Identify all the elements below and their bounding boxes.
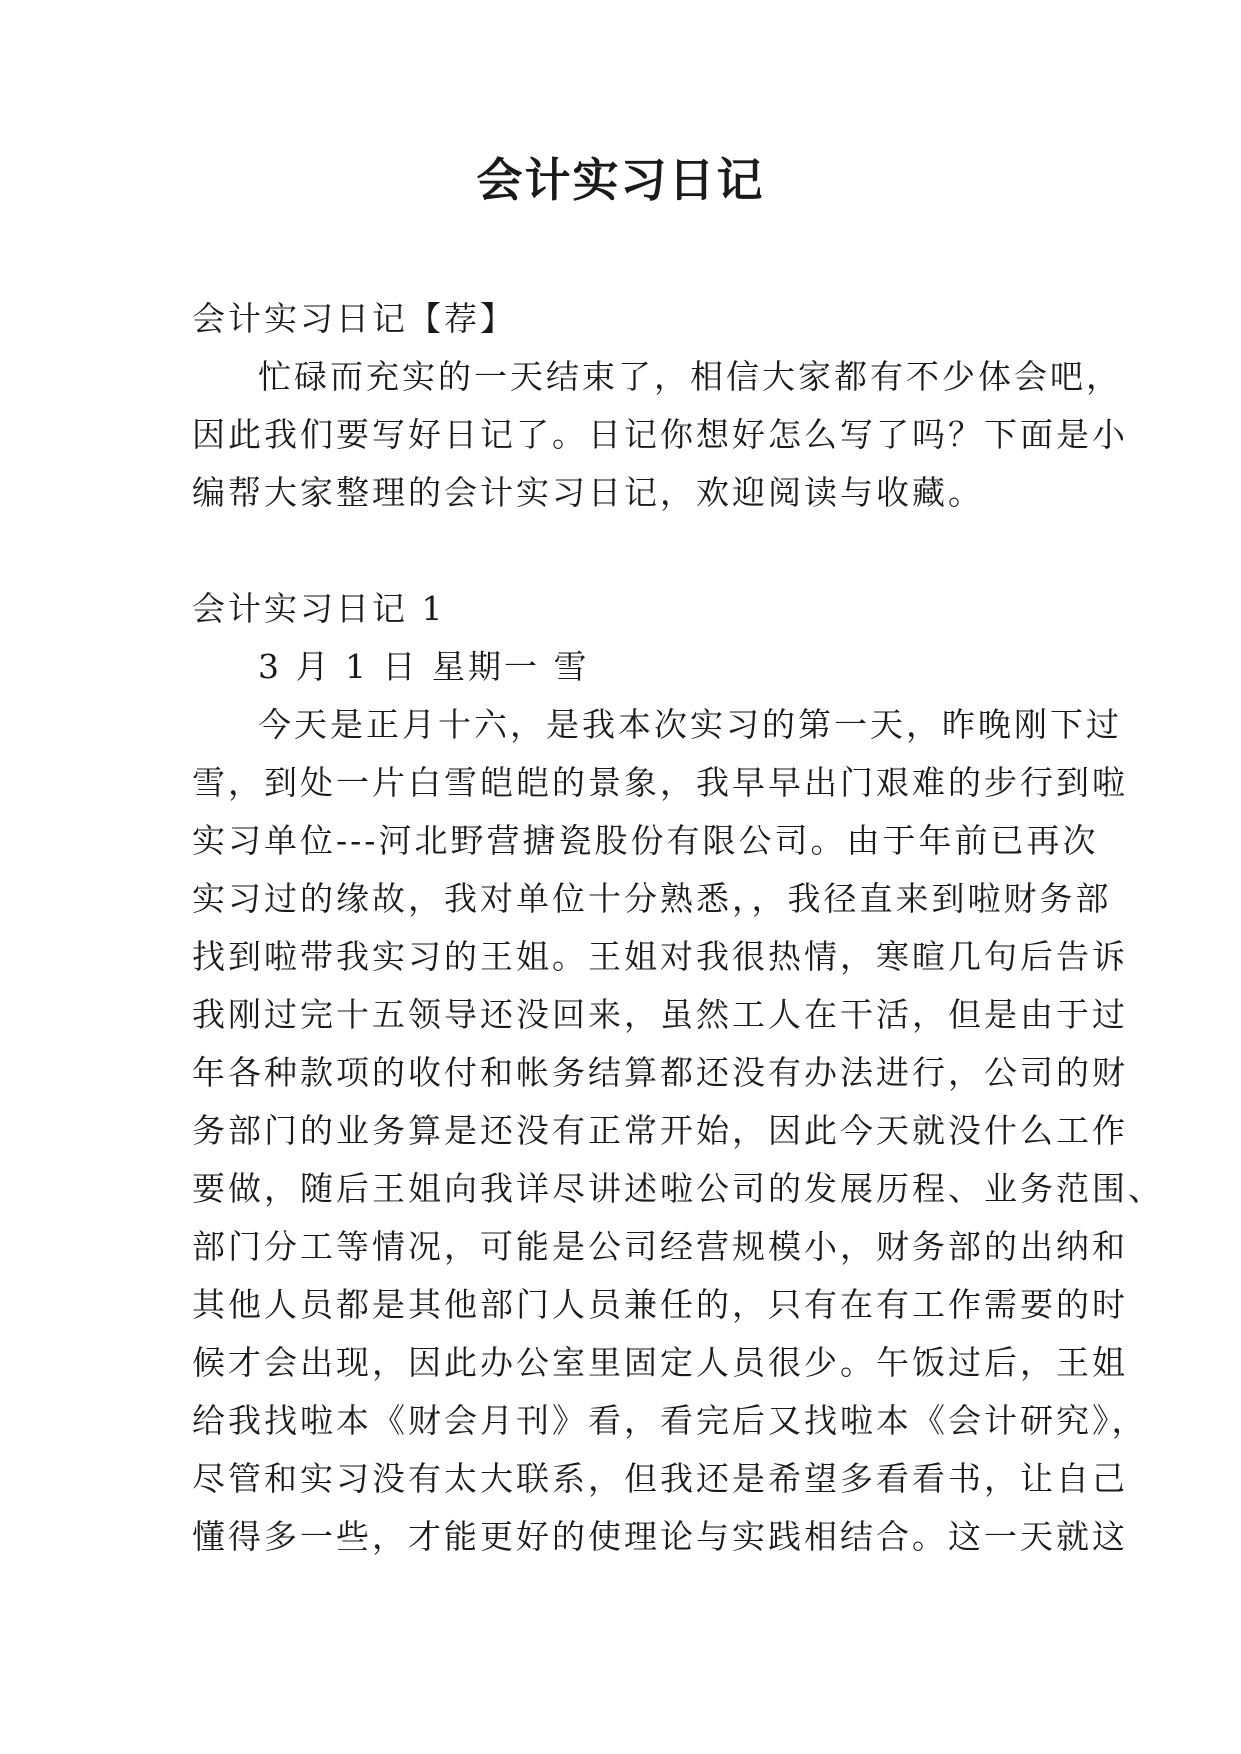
section-heading: 会计实习日记 1	[192, 589, 446, 628]
intro-line: 忙碌而充实的一天结束了，相信大家都有不少体会吧，	[258, 357, 1122, 396]
body-line: 要做，随后王姐向我详尽讲述啦公司的发展历程、业务范围、	[192, 1169, 1164, 1208]
body-line: 年各种款项的收付和帐务结算都还没有办法进行，公司的财	[192, 1053, 1128, 1092]
body-line: 今天是正月十六，是我本次实习的第一天，昨晚刚下过	[258, 705, 1122, 744]
body-line: 我刚过完十五领导还没回来，虽然工人在干活，但是由于过	[192, 995, 1128, 1034]
body-line: 雪，到处一片白雪皑皑的景象，我早早出门艰难的步行到啦	[192, 763, 1128, 802]
intro-line: 编帮大家整理的会计实习日记，欢迎阅读与收藏。	[192, 473, 984, 512]
document-body	[192, 290, 1164, 1566]
body-line: 其他人员都是其他部门人员兼任的，只有在有工作需要的时	[192, 1285, 1128, 1324]
body-line: 实习过的缘故，我对单位十分熟悉，，我径直来到啦财务部	[192, 879, 1112, 918]
body-line: 部门分工等情况，可能是公司经营规模小，财务部的出纳和	[192, 1227, 1128, 1266]
intro-line: 因此我们要写好日记了。日记你想好怎么写了吗？下面是小	[192, 415, 1128, 454]
body-line: 实习单位---河北野营搪瓷股份有限公司。由于年前已再次	[192, 821, 1099, 860]
body-line: 尽管和实习没有太大联系，但我还是希望多看看书，让自己	[192, 1459, 1128, 1498]
date-line: 3 月 1 日 星期一 雪	[258, 647, 590, 686]
paragraph-gap	[192, 522, 1072, 580]
subtitle: 会计实习日记【荐】	[192, 299, 516, 338]
body-line: 找到啦带我实习的王姐。王姐对我很热情，寒暄几句后告诉	[192, 937, 1128, 976]
body-line: 懂得多一些，才能更好的使理论与实践相结合。这一天就这	[192, 1517, 1128, 1556]
body-line: 给我找啦本《财会月刊》看，看完后又找啦本《会计研究》，	[192, 1401, 1148, 1440]
document-title: 会计实习日记	[476, 153, 765, 207]
body-line: 候才会出现，因此办公室里固定人员很少。午饭过后，王姐	[192, 1343, 1128, 1382]
body-line: 务部门的业务算是还没有正常开始，因此今天就没什么工作	[192, 1111, 1128, 1150]
